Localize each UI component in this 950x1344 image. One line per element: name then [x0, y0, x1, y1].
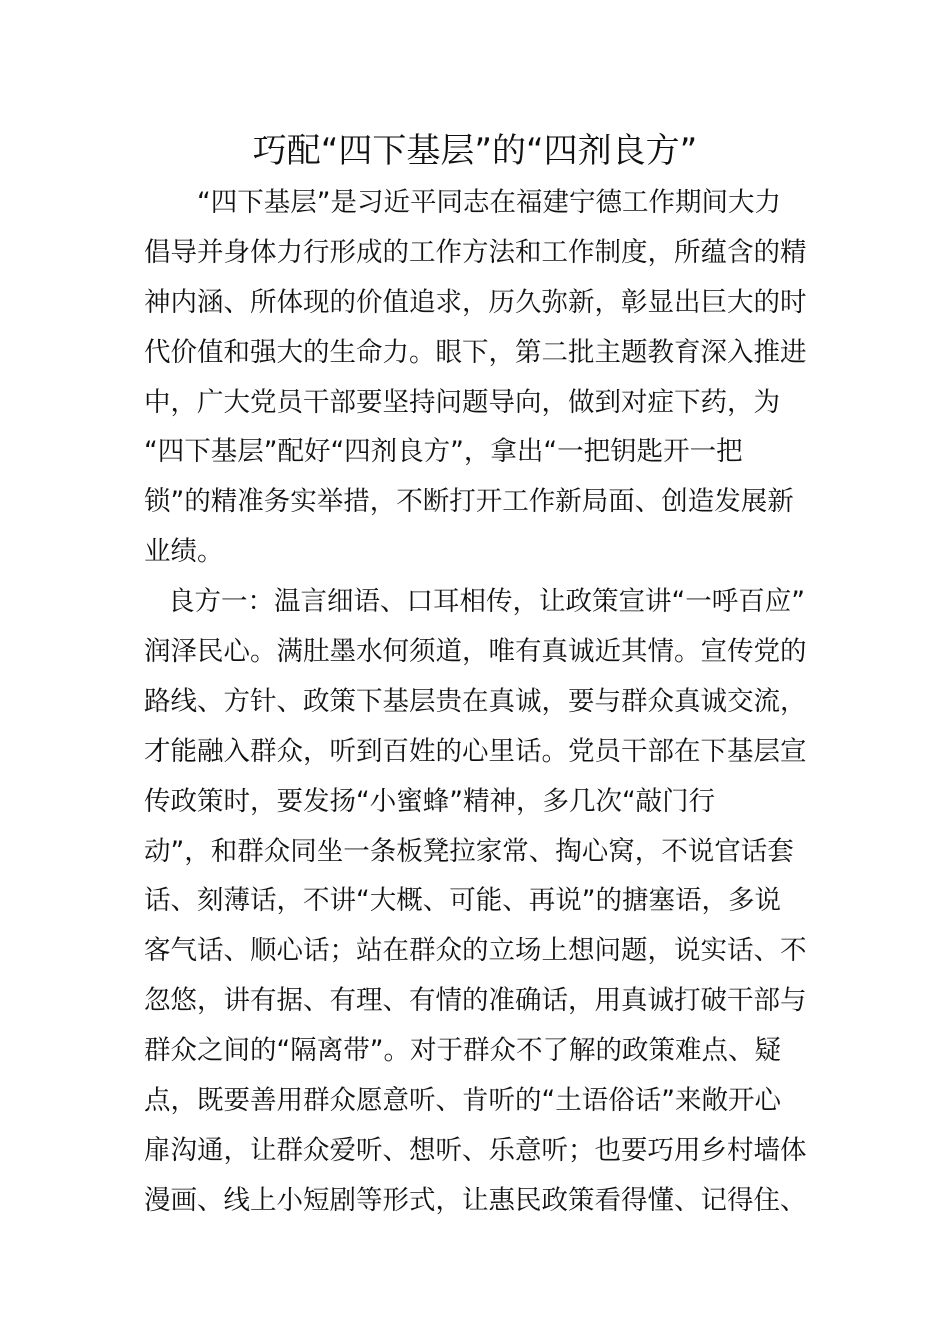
paragraph-line: 话、刻薄话，不讲“大概、可能、再说”的搪塞语，多说 [144, 885, 781, 917]
paragraph-line: “四下基层”配好“四剂良方”，拿出“一把钥匙开一把 [144, 436, 743, 468]
document-title: 巧配“四下基层”的“四剂良方” [252, 131, 698, 171]
paragraph-line: 锁”的精准务实举措，不断打开工作新局面、创造发展新 [144, 486, 794, 518]
paragraph-line: 中，广大党员干部要坚持问题导向，做到对症下药，为 [144, 386, 780, 418]
paragraph-line: 润泽民心。满肚墨水何须道，唯有真诚近其情。宣传党的 [144, 636, 807, 668]
paragraph-line: 代价值和强大的生命力。眼下，第二批主题教育深入推进 [144, 336, 807, 368]
paragraph-line: 动”，和群众同坐一条板凳拉家常、掏心窝，不说官话套 [144, 835, 794, 867]
paragraph-line: “四下基层”是习近平同志在福建宁德工作期间大力 [197, 187, 781, 218]
paragraph-line: 倡导并身体力行形成的工作方法和工作制度，所蕴含的精 [144, 236, 807, 268]
paragraph-line: 神内涵、所体现的价值追求，历久弥新，彰显出巨大的时 [144, 286, 807, 318]
paragraph-line: 扉沟通，让群众爱听、想听、乐意听；也要巧用乡村墙体 [144, 1134, 807, 1166]
paragraph-line: 路线、方针、政策下基层贵在真诚，要与群众真诚交流， [144, 685, 807, 717]
paragraph-line: 忽悠，讲有据、有理、有情的准确话，用真诚打破干部与 [144, 985, 807, 1017]
paragraph-line: 客气话、顺心话；站在群众的立场上想问题，说实话、不 [144, 935, 807, 967]
paragraph-line: 传政策时，要发扬“小蜜蜂”精神，多几次“敲门行 [144, 785, 716, 817]
paragraph-line: 群众之间的“隔离带”。对于群众不了解的政策难点、疑 [144, 1035, 781, 1067]
paragraph-line: 才能融入群众，听到百姓的心里话。党员干部在下基层宣 [144, 735, 807, 767]
paragraph-line: 良方一：温言细语、口耳相传，让政策宣讲“一呼百应” [168, 586, 805, 618]
document-body [144, 178, 808, 1226]
paragraph-line: 点，既要善用群众愿意听、肯听的“土语俗话”来敞开心 [144, 1085, 781, 1117]
paragraph-line: 业绩。 [144, 536, 224, 568]
paragraph-line: 漫画、线上小短剧等形式，让惠民政策看得懂、记得住、 [144, 1184, 807, 1216]
